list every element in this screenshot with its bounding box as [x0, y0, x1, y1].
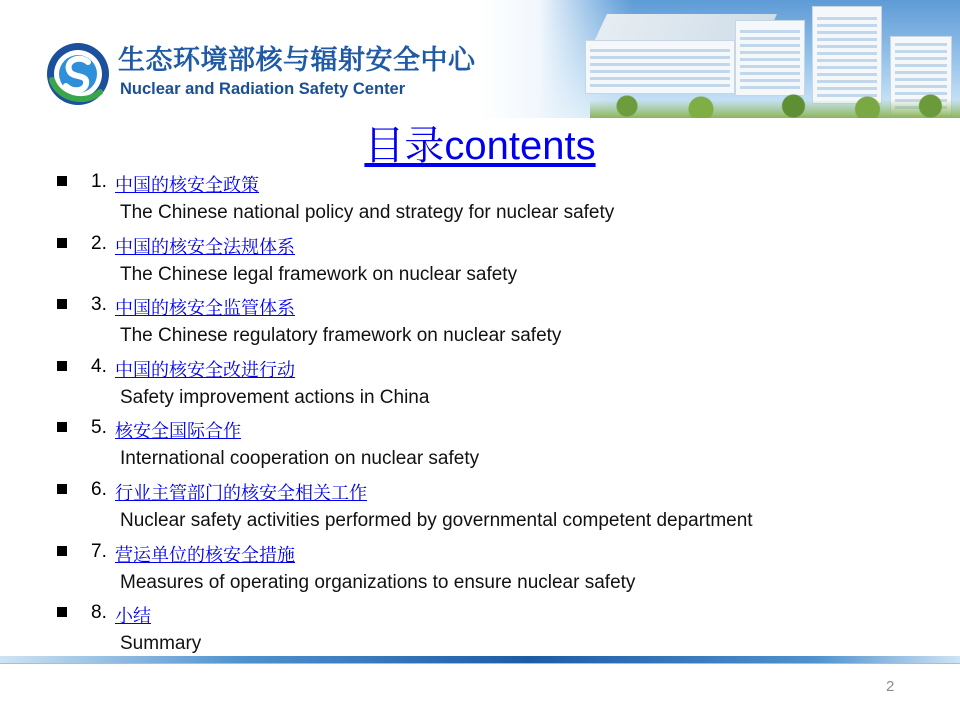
item-english: Summary [120, 633, 202, 655]
square-bullet-icon [57, 484, 67, 494]
item-number: 8. [91, 602, 107, 624]
contents-list [0, 170, 960, 663]
list-item [0, 170, 960, 232]
contents-link-4[interactable]: 中国的核安全改进行动 [115, 359, 295, 381]
nsc-logo-icon [44, 40, 114, 108]
page-number: 2 [886, 678, 895, 695]
list-item [0, 355, 960, 417]
item-english: Safety improvement actions in China [120, 386, 430, 408]
item-number: 3. [91, 294, 107, 316]
item-english: The Chinese regulatory framework on nuclear safety [120, 325, 562, 347]
footer-bar [0, 656, 960, 663]
square-bullet-icon [57, 546, 67, 556]
header-banner [0, 0, 960, 118]
square-bullet-icon [57, 422, 67, 432]
item-number: 4. [91, 355, 107, 377]
item-english: Measures of operating organizations to ensure nuclear safety [120, 571, 636, 593]
list-item [0, 232, 960, 294]
contents-link-6[interactable]: 行业主管部门的核安全相关工作 [115, 482, 367, 504]
item-number: 6. [91, 478, 107, 500]
list-item [0, 601, 960, 663]
contents-link-7[interactable]: 营运单位的核安全措施 [115, 544, 295, 566]
banner-building [585, 40, 735, 94]
item-number: 1. [91, 171, 107, 192]
contents-link-1[interactable]: 中国的核安全政策 [115, 175, 259, 196]
list-item [0, 416, 960, 478]
footer-divider [0, 663, 960, 664]
banner-building [735, 20, 805, 96]
list-item [0, 540, 960, 602]
contents-link-3[interactable]: 中国的核安全监管体系 [115, 298, 295, 320]
contents-link-5[interactable]: 核安全国际合作 [115, 421, 241, 443]
item-number: 7. [91, 540, 107, 562]
title-link[interactable]: 目录contents [364, 124, 596, 168]
item-english: The Chinese legal framework on nuclear safety [120, 263, 518, 285]
slide-title [0, 114, 960, 171]
contents-link-8[interactable]: 小结 [115, 606, 151, 628]
contents-link-2[interactable]: 中国的核安全法规体系 [115, 236, 295, 258]
item-english: The Chinese national policy and strategy for nuclear safety [120, 202, 615, 223]
org-name-en: Nuclear and Radiation Safety Center [120, 80, 406, 98]
square-bullet-icon [57, 361, 67, 371]
list-item [0, 478, 960, 540]
list-item [0, 293, 960, 355]
square-bullet-icon [57, 299, 67, 309]
item-number: 2. [91, 232, 107, 254]
square-bullet-icon [57, 238, 67, 248]
item-english: Nuclear safety activities performed by governmental competent department [120, 509, 753, 531]
square-bullet-icon [57, 176, 67, 186]
item-number: 5. [91, 417, 107, 439]
org-name-cn: 生态环境部核与辐射安全中心 [118, 45, 476, 76]
item-english: International cooperation on nuclear safety [120, 448, 480, 470]
square-bullet-icon [57, 607, 67, 617]
